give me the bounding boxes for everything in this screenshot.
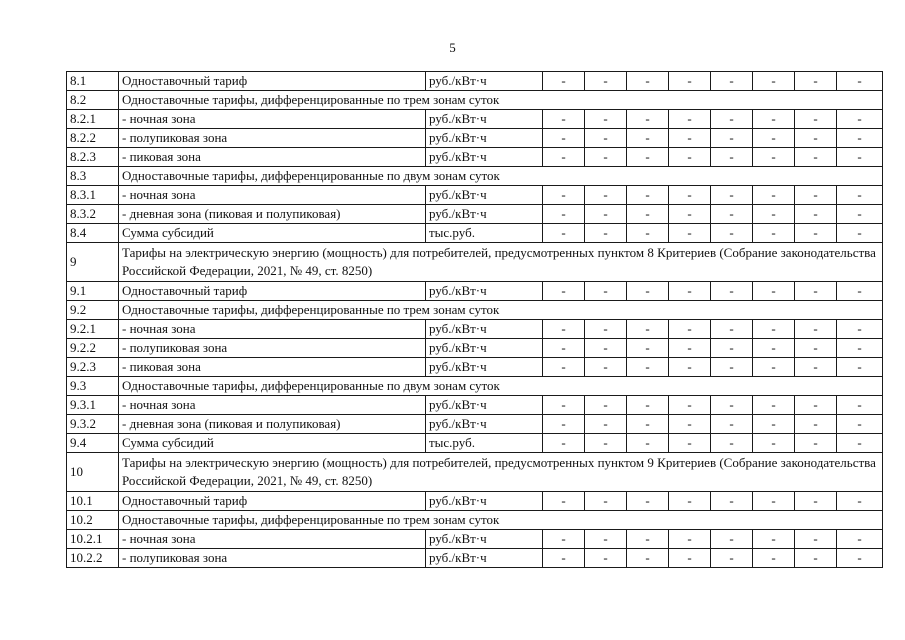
value-cell: - [627,492,669,511]
value-cell: - [669,320,711,339]
table-row [67,339,883,358]
table-row [67,72,883,91]
row-name-cell: Сумма субсидий [119,224,426,243]
value-cell: - [627,110,669,129]
value-cell: - [753,530,795,549]
value-cell: - [585,358,627,377]
value-cell: - [627,129,669,148]
value-cell: - [543,205,585,224]
value-cell: - [585,415,627,434]
section-title-cell: Тарифы на электрическую энергию (мощность) для потребителей, предусмотренных пунктом 8 Критериев (Собрание законодательства Российской Федерации, 2021, № 49, ст. 8250) [119,243,883,282]
table-row [67,358,883,377]
row-unit-cell: руб./кВт·ч [426,282,543,301]
section-title-cell: Одноставочные тарифы, дифференцированные по трем зонам суток [119,301,883,320]
table-row [67,396,883,415]
value-cell: - [837,549,883,568]
row-name-cell: - полупиковая зона [119,339,426,358]
value-cell: - [711,358,753,377]
row-name-cell: - пиковая зона [119,148,426,167]
value-cell: - [543,186,585,205]
value-cell: - [795,396,837,415]
row-unit-cell: тыс.руб. [426,224,543,243]
table-row [67,110,883,129]
row-code-cell: 8.4 [67,224,119,243]
row-name-cell: - полупиковая зона [119,549,426,568]
table-row [67,530,883,549]
value-cell: - [711,434,753,453]
row-unit-cell: тыс.руб. [426,434,543,453]
value-cell: - [585,549,627,568]
table-section-row [67,91,883,110]
value-cell: - [627,224,669,243]
section-title-cell: Одноставочные тарифы, дифференцированные по трем зонам суток [119,511,883,530]
section-title-cell: Одноставочные тарифы, дифференцированные по трем зонам суток [119,91,883,110]
section-title-cell: Одноставочные тарифы, дифференцированные по двум зонам суток [119,377,883,396]
value-cell: - [795,148,837,167]
table-row [67,492,883,511]
value-cell: - [711,339,753,358]
value-cell: - [795,492,837,511]
row-code-cell: 9.1 [67,282,119,301]
row-code-cell: 10.2.2 [67,549,119,568]
value-cell: - [711,148,753,167]
value-cell: - [627,396,669,415]
value-cell: - [543,72,585,91]
table-row [67,224,883,243]
value-cell: - [585,110,627,129]
table-row [67,148,883,167]
table-section-row [67,511,883,530]
row-code-cell: 8.2.2 [67,129,119,148]
value-cell: - [795,205,837,224]
value-cell: - [669,224,711,243]
value-cell: - [585,129,627,148]
value-cell: - [753,186,795,205]
table-section-row [67,377,883,396]
value-cell: - [711,282,753,301]
value-cell: - [795,72,837,91]
value-cell: - [585,148,627,167]
row-code-cell: 9.2.3 [67,358,119,377]
row-name-cell: Сумма субсидий [119,434,426,453]
table-row [67,186,883,205]
value-cell: - [795,358,837,377]
value-cell: - [585,530,627,549]
value-cell: - [543,530,585,549]
value-cell: - [711,224,753,243]
value-cell: - [543,148,585,167]
row-unit-cell: руб./кВт·ч [426,396,543,415]
row-name-cell: - ночная зона [119,320,426,339]
value-cell: - [711,186,753,205]
value-cell: - [795,320,837,339]
row-code-cell: 10.1 [67,492,119,511]
row-code-cell: 9.3.1 [67,396,119,415]
value-cell: - [795,186,837,205]
row-name-cell: Одноставочный тариф [119,72,426,91]
row-code-cell: 8.1 [67,72,119,91]
value-cell: - [753,339,795,358]
value-cell: - [585,339,627,358]
row-code-cell: 9.2.2 [67,339,119,358]
value-cell: - [753,492,795,511]
value-cell: - [837,358,883,377]
value-cell: - [669,72,711,91]
row-unit-cell: руб./кВт·ч [426,492,543,511]
value-cell: - [669,549,711,568]
row-name-cell: - пиковая зона [119,358,426,377]
table-section-row [67,453,883,492]
value-cell: - [669,415,711,434]
row-name-cell: - полупиковая зона [119,129,426,148]
row-code-cell: 9.3 [67,377,119,396]
row-unit-cell: руб./кВт·ч [426,415,543,434]
value-cell: - [837,339,883,358]
value-cell: - [627,415,669,434]
row-code-cell: 8.3.1 [67,186,119,205]
value-cell: - [711,415,753,434]
value-cell: - [753,358,795,377]
value-cell: - [795,224,837,243]
row-unit-cell: руб./кВт·ч [426,320,543,339]
row-name-cell: - дневная зона (пиковая и полупиковая) [119,415,426,434]
row-code-cell: 9.3.2 [67,415,119,434]
value-cell: - [627,72,669,91]
value-cell: - [753,282,795,301]
row-code-cell: 9.2.1 [67,320,119,339]
row-unit-cell: руб./кВт·ч [426,110,543,129]
value-cell: - [627,530,669,549]
value-cell: - [669,530,711,549]
value-cell: - [837,530,883,549]
row-unit-cell: руб./кВт·ч [426,339,543,358]
table-row [67,129,883,148]
value-cell: - [837,282,883,301]
value-cell: - [585,224,627,243]
row-code-cell: 8.2.1 [67,110,119,129]
value-cell: - [585,396,627,415]
table-row [67,415,883,434]
value-cell: - [795,530,837,549]
tariff-table [66,71,883,568]
value-cell: - [837,224,883,243]
value-cell: - [669,492,711,511]
value-cell: - [585,186,627,205]
value-cell: - [837,148,883,167]
value-cell: - [669,358,711,377]
value-cell: - [837,205,883,224]
page-number: 5 [449,40,456,55]
value-cell: - [837,320,883,339]
value-cell: - [543,396,585,415]
row-unit-cell: руб./кВт·ч [426,549,543,568]
table-row [67,205,883,224]
value-cell: - [627,358,669,377]
value-cell: - [753,434,795,453]
row-code-cell: 10.2.1 [67,530,119,549]
table-section-row [67,167,883,186]
value-cell: - [669,110,711,129]
value-cell: - [543,434,585,453]
value-cell: - [753,205,795,224]
row-name-cell: Одноставочный тариф [119,492,426,511]
value-cell: - [753,224,795,243]
row-code-cell: 9 [67,243,119,282]
value-cell: - [753,415,795,434]
value-cell: - [795,110,837,129]
value-cell: - [837,415,883,434]
value-cell: - [543,549,585,568]
value-cell: - [669,339,711,358]
value-cell: - [711,110,753,129]
value-cell: - [711,530,753,549]
table-section-row [67,301,883,320]
row-name-cell: - ночная зона [119,396,426,415]
value-cell: - [627,434,669,453]
value-cell: - [543,339,585,358]
value-cell: - [753,148,795,167]
table-row [67,549,883,568]
value-cell: - [795,129,837,148]
value-cell: - [669,434,711,453]
table-row [67,282,883,301]
value-cell: - [837,72,883,91]
value-cell: - [585,72,627,91]
value-cell: - [795,415,837,434]
row-code-cell: 8.2 [67,91,119,110]
value-cell: - [543,110,585,129]
value-cell: - [795,549,837,568]
value-cell: - [627,339,669,358]
value-cell: - [543,492,585,511]
value-cell: - [543,320,585,339]
row-name-cell: - ночная зона [119,110,426,129]
table-row [67,320,883,339]
row-unit-cell: руб./кВт·ч [426,205,543,224]
row-code-cell: 8.2.3 [67,148,119,167]
row-name-cell: Одноставочный тариф [119,282,426,301]
value-cell: - [543,129,585,148]
value-cell: - [585,282,627,301]
value-cell: - [753,72,795,91]
row-code-cell: 9.2 [67,301,119,320]
row-code-cell: 9.4 [67,434,119,453]
value-cell: - [627,186,669,205]
value-cell: - [711,492,753,511]
value-cell: - [795,434,837,453]
value-cell: - [669,396,711,415]
value-cell: - [669,186,711,205]
section-title-cell: Тарифы на электрическую энергию (мощность) для потребителей, предусмотренных пунктом 9 Критериев (Собрание законодательства Российской Федерации, 2021, № 49, ст. 8250) [119,453,883,492]
row-unit-cell: руб./кВт·ч [426,530,543,549]
value-cell: - [837,396,883,415]
value-cell: - [837,129,883,148]
value-cell: - [795,282,837,301]
table-row [67,434,883,453]
value-cell: - [711,320,753,339]
value-cell: - [543,224,585,243]
value-cell: - [753,396,795,415]
section-title-cell: Одноставочные тарифы, дифференцированные по двум зонам суток [119,167,883,186]
value-cell: - [669,129,711,148]
value-cell: - [543,415,585,434]
value-cell: - [627,320,669,339]
row-name-cell: - ночная зона [119,530,426,549]
row-code-cell: 10.2 [67,511,119,530]
value-cell: - [543,282,585,301]
table-section-row [67,243,883,282]
row-name-cell: - ночная зона [119,186,426,205]
row-unit-cell: руб./кВт·ч [426,72,543,91]
value-cell: - [669,205,711,224]
value-cell: - [711,205,753,224]
value-cell: - [543,358,585,377]
tariff-table-body [67,72,883,568]
value-cell: - [753,549,795,568]
row-code-cell: 8.3.2 [67,205,119,224]
value-cell: - [753,320,795,339]
value-cell: - [711,72,753,91]
value-cell: - [627,549,669,568]
value-cell: - [837,492,883,511]
row-code-cell: 10 [67,453,119,492]
row-unit-cell: руб./кВт·ч [426,129,543,148]
row-unit-cell: руб./кВт·ч [426,358,543,377]
value-cell: - [669,282,711,301]
value-cell: - [753,129,795,148]
value-cell: - [795,339,837,358]
value-cell: - [585,205,627,224]
value-cell: - [711,396,753,415]
row-unit-cell: руб./кВт·ч [426,148,543,167]
value-cell: - [837,186,883,205]
row-unit-cell: руб./кВт·ч [426,186,543,205]
row-code-cell: 8.3 [67,167,119,186]
value-cell: - [753,110,795,129]
value-cell: - [627,205,669,224]
row-name-cell: - дневная зона (пиковая и полупиковая) [119,205,426,224]
value-cell: - [711,129,753,148]
value-cell: - [627,282,669,301]
value-cell: - [585,320,627,339]
value-cell: - [627,148,669,167]
value-cell: - [585,492,627,511]
value-cell: - [837,434,883,453]
value-cell: - [711,549,753,568]
value-cell: - [585,434,627,453]
value-cell: - [669,148,711,167]
value-cell: - [837,110,883,129]
